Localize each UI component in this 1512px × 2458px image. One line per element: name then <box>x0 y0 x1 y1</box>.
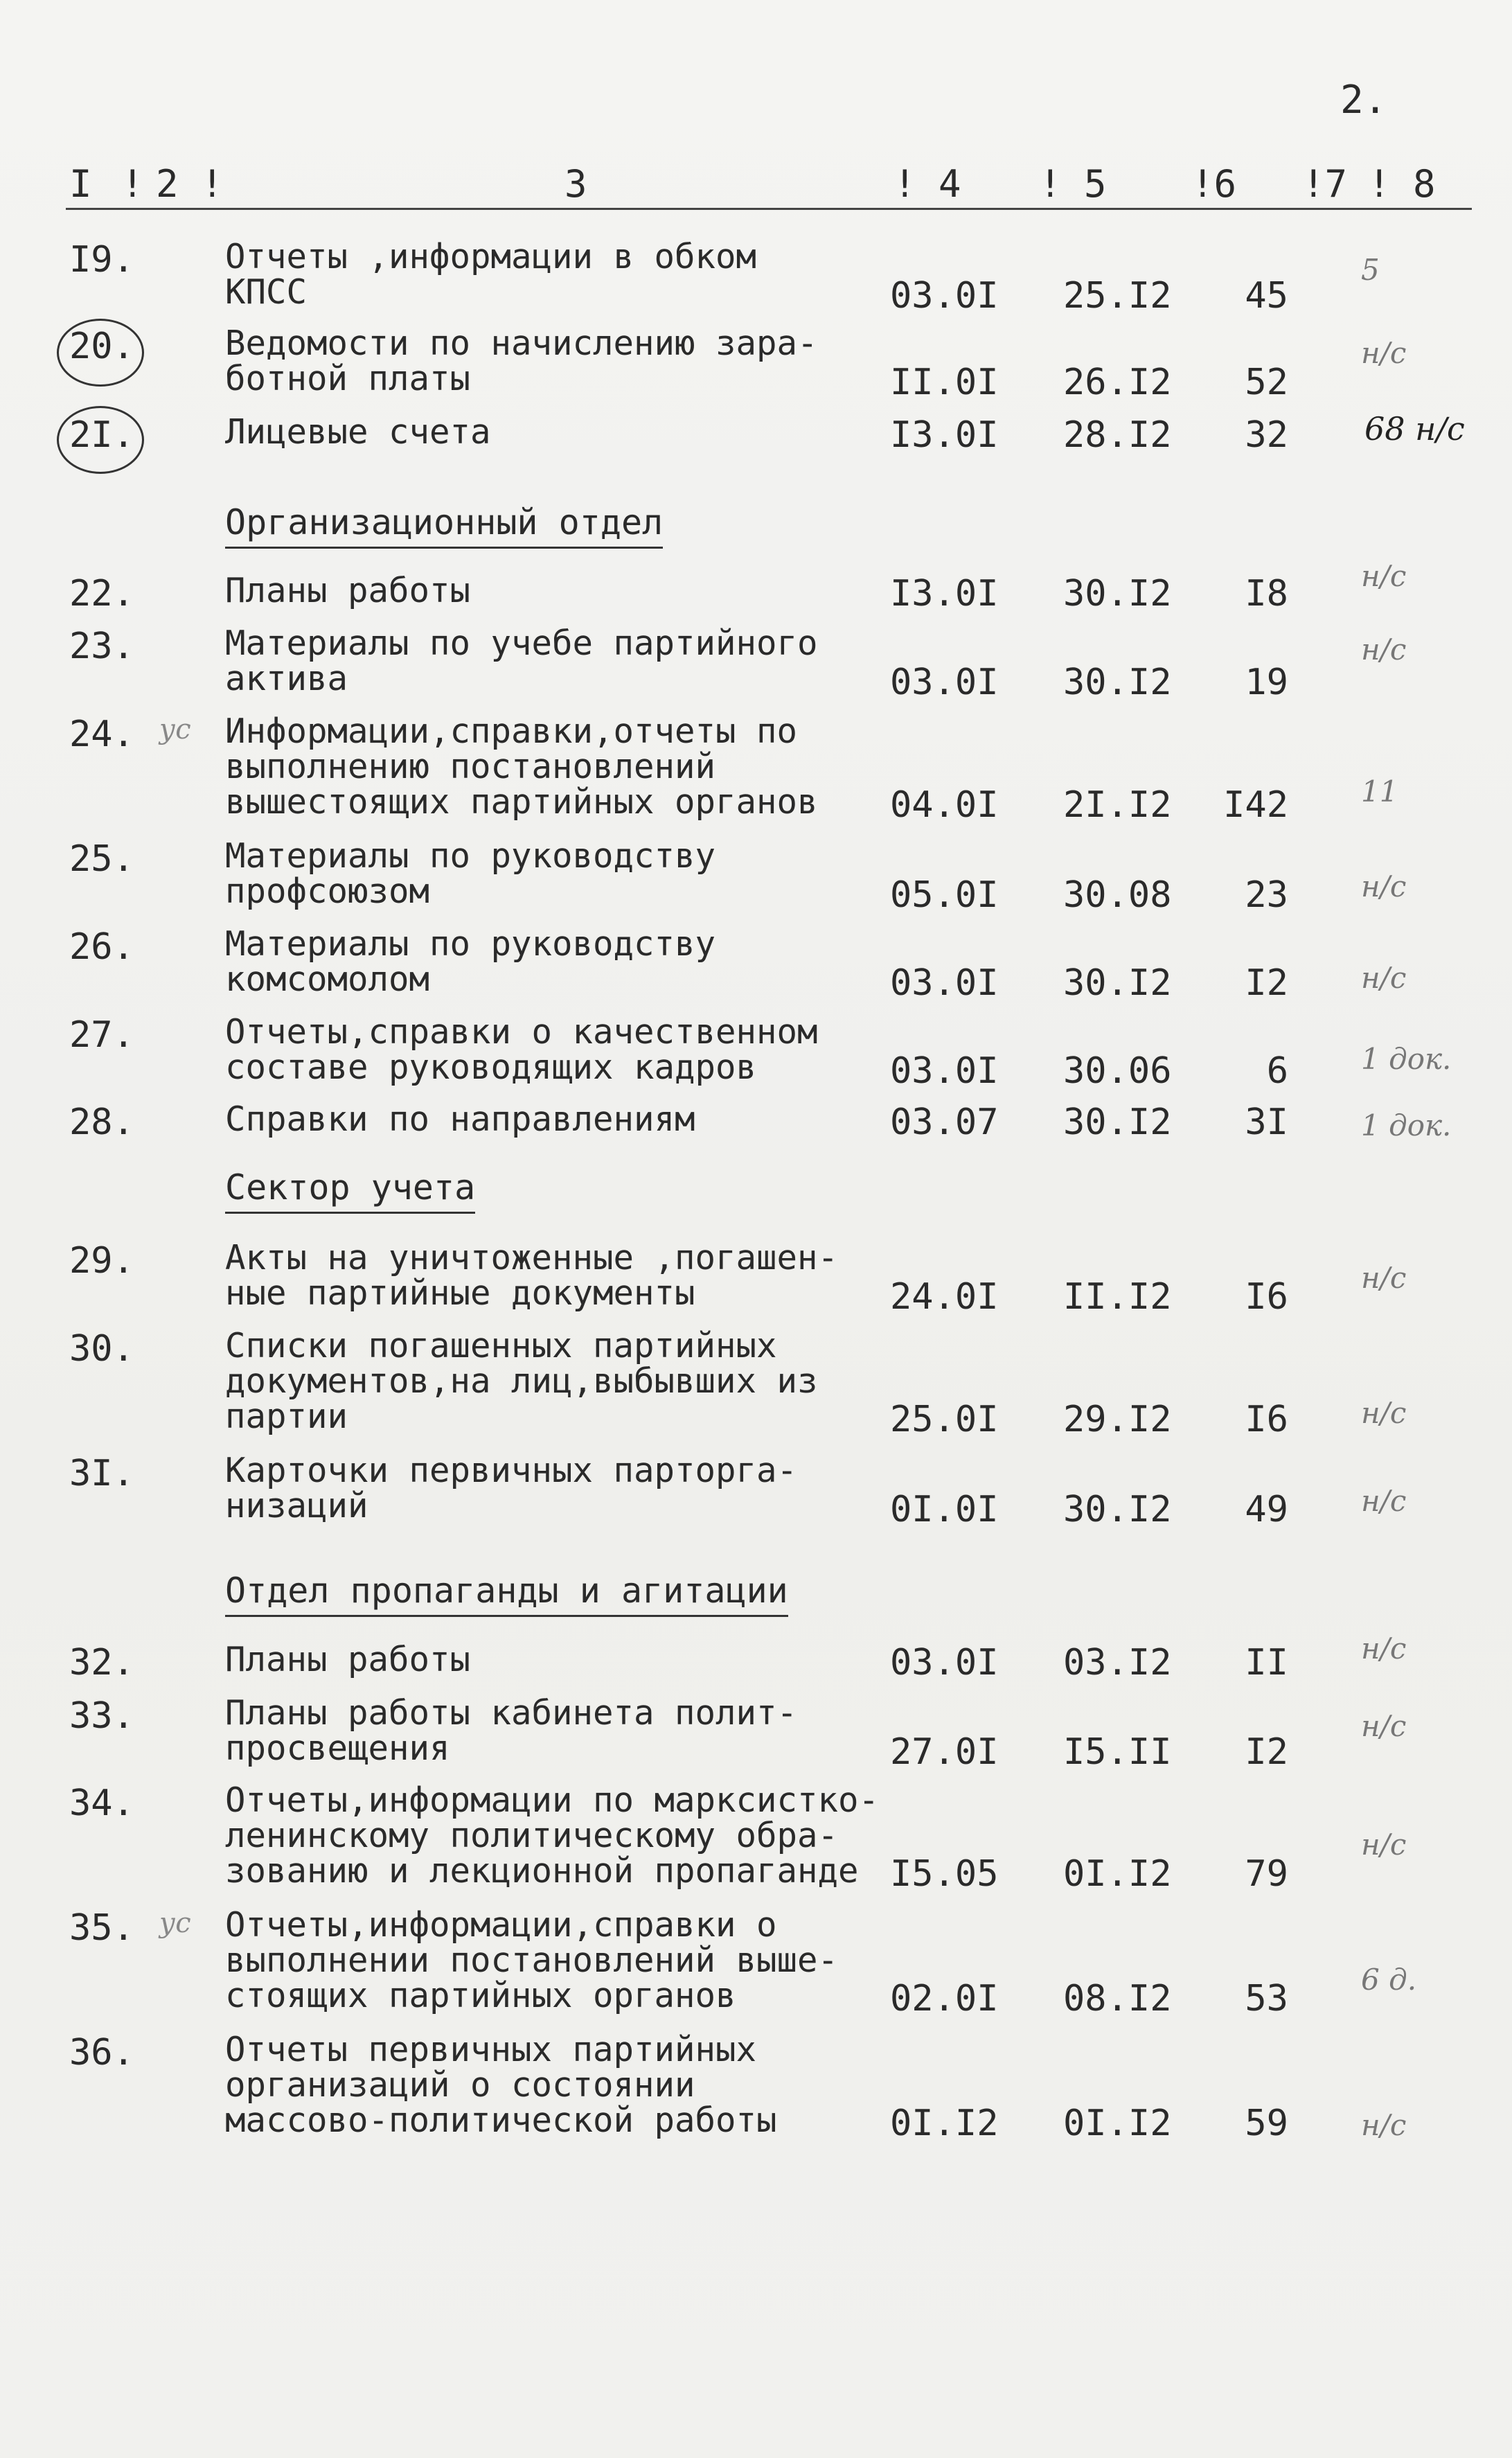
header-col-7: !7 <box>1302 162 1348 206</box>
header-col-4: ! 4 <box>893 162 961 206</box>
start-date: 0I.0I <box>890 1489 999 1530</box>
end-date: 30.I2 <box>1063 1102 1172 1143</box>
sheet-count: I8 <box>1245 573 1288 614</box>
item-title: Информации,справки,отчеты по выполнению постановлений вышестоящих партийных органов <box>225 711 818 822</box>
item-number: 3I. <box>69 1453 134 1494</box>
item-number: 22. <box>69 573 134 614</box>
start-date: 27.0I <box>890 1731 999 1773</box>
sheet-count: I2 <box>1245 962 1288 1004</box>
start-date: 05.0I <box>890 874 999 916</box>
end-date: 0I.I2 <box>1063 2103 1172 2144</box>
handwritten-note: 1 док. <box>1361 1108 1452 1142</box>
item-number: 27. <box>69 1014 134 1056</box>
item-number: 29. <box>69 1240 134 1282</box>
sheet-count: 32 <box>1245 414 1288 456</box>
item-title: Акты на уничтоженные ,погашен- ные партийные документы <box>225 1238 839 1313</box>
handwritten-note: н/с <box>1361 2108 1407 2142</box>
end-date: I5.II <box>1063 1731 1172 1773</box>
header-sep: ! <box>201 162 224 206</box>
header-col-6: !6 <box>1191 162 1237 206</box>
sheet-count: I6 <box>1245 1399 1288 1440</box>
start-date: 03.07 <box>890 1102 999 1143</box>
item-number: 28. <box>69 1102 134 1143</box>
item-title: Отчеты,информации,справки о выполнении постановлений выше- стоящих партийных органов <box>225 1905 839 2015</box>
start-date: 03.0I <box>890 275 999 317</box>
end-date: 30.I2 <box>1063 662 1172 703</box>
sheet-count: 59 <box>1245 2103 1288 2144</box>
item-title: Ведомости по начислению зара- ботной платы <box>225 324 818 398</box>
end-date: 28.I2 <box>1063 414 1172 456</box>
handwritten-mark: ус <box>159 714 191 745</box>
handwritten-note: н/с <box>1361 1709 1407 1743</box>
item-title: Материалы по руководству комсомолом <box>225 924 716 999</box>
header-col-2: 2 <box>156 162 179 206</box>
handwritten-note: н/с <box>1361 1632 1407 1665</box>
sheet-count: I42 <box>1223 784 1288 826</box>
item-number: 35. <box>69 1907 134 1949</box>
sheet-count: 3I <box>1245 1102 1288 1143</box>
item-title: Карточки первичных парторга- низаций <box>225 1451 798 1526</box>
section-heading: Отдел пропаганды и агитации <box>225 1571 788 1617</box>
item-number: 25. <box>69 838 134 880</box>
item-title: Справки по направлениям <box>225 1099 695 1139</box>
start-date: I3.0I <box>890 573 999 614</box>
end-date: 08.I2 <box>1063 1978 1172 2019</box>
sheet-count: 53 <box>1245 1978 1288 2019</box>
sheet-count: 23 <box>1245 874 1288 916</box>
sheet-count: I2 <box>1245 1731 1288 1773</box>
start-date: 03.0I <box>890 662 999 703</box>
end-date: 30.06 <box>1063 1050 1172 1092</box>
sheet-count: 52 <box>1245 362 1288 403</box>
handwritten-note: н/с <box>1361 961 1407 995</box>
sheet-count: I6 <box>1245 1276 1288 1318</box>
handwritten-note: н/с <box>1361 1396 1407 1430</box>
item-title: Отчеты ,информации в обком КПСС <box>225 237 757 312</box>
item-title: Отчеты,справки о качественном составе руководящих кадров <box>225 1012 818 1087</box>
item-number: 23. <box>69 626 134 667</box>
start-date: 03.0I <box>890 1642 999 1683</box>
end-date: 2I.I2 <box>1063 784 1172 826</box>
handwritten-note: н/с <box>1361 869 1407 903</box>
handwritten-note: н/с <box>1361 559 1407 593</box>
handwritten-note: н/с <box>1361 633 1407 666</box>
end-date: 0I.I2 <box>1063 1853 1172 1895</box>
sheet-count: II <box>1245 1642 1288 1683</box>
item-number: 33. <box>69 1695 134 1737</box>
end-date: 30.08 <box>1063 874 1172 916</box>
item-title: Отчеты первичных партийных организаций о состоянии массово-политической работы <box>225 2030 777 2140</box>
header-col-8: ! 8 <box>1368 162 1436 206</box>
item-title: Планы работы <box>225 1640 471 1679</box>
handwritten-note: 1 док. <box>1361 1042 1452 1076</box>
start-date: II.0I <box>890 362 999 403</box>
sheet-count: 49 <box>1245 1489 1288 1530</box>
end-date: 30.I2 <box>1063 962 1172 1004</box>
start-date: 03.0I <box>890 962 999 1004</box>
sheet-count: 45 <box>1245 275 1288 317</box>
header-col-5: ! 5 <box>1039 162 1107 206</box>
header-sep: ! <box>121 162 144 206</box>
end-date: 29.I2 <box>1063 1399 1172 1440</box>
sheet-count: 19 <box>1245 662 1288 703</box>
table-header <box>66 159 1472 210</box>
end-date: II.I2 <box>1063 1276 1172 1318</box>
sheet-count: 79 <box>1245 1853 1288 1895</box>
handwritten-note: н/с <box>1361 1828 1407 1862</box>
start-date: I3.0I <box>890 414 999 456</box>
item-title: Планы работы <box>225 571 471 610</box>
item-title: Материалы по учебе партийного актива <box>225 624 818 698</box>
start-date: 0I.I2 <box>890 2103 999 2144</box>
end-date: 03.I2 <box>1063 1642 1172 1683</box>
item-number: 32. <box>69 1642 134 1683</box>
handwritten-note: н/с <box>1361 336 1407 370</box>
header-col-3: 3 <box>564 162 587 206</box>
item-title: Списки погашенных партийных документов,на лиц,выбывших из партии <box>225 1326 818 1436</box>
item-title: Материалы по руководству профсоюзом <box>225 836 716 911</box>
start-date: 25.0I <box>890 1399 999 1440</box>
header-col-1: I <box>69 162 92 206</box>
item-number: 26. <box>69 926 134 968</box>
item-number: 36. <box>69 2032 134 2074</box>
item-title: Планы работы кабинета полит- просвещения <box>225 1693 798 1768</box>
page-number: 2. <box>1340 78 1387 123</box>
end-date: 26.I2 <box>1063 362 1172 403</box>
section-heading: Сектор учета <box>225 1167 475 1214</box>
handwritten-note: н/с <box>1361 1484 1407 1518</box>
handwritten-note: 11 <box>1361 775 1398 808</box>
item-number: 24. <box>69 714 134 755</box>
handwritten-note: н/с <box>1361 1261 1407 1295</box>
handwritten-note: 5 <box>1361 253 1380 287</box>
start-date: 02.0I <box>890 1978 999 2019</box>
item-title: Лицевые счета <box>225 412 491 452</box>
item-number: 30. <box>69 1328 134 1370</box>
item-number: 20. <box>69 326 134 367</box>
end-date: 30.I2 <box>1063 1489 1172 1530</box>
item-number: 34. <box>69 1783 134 1824</box>
item-number: I9. <box>69 239 134 281</box>
handwritten-note: 68 н/с <box>1364 410 1465 448</box>
item-number: 2I. <box>69 414 134 456</box>
handwritten-mark: ус <box>159 1907 191 1939</box>
end-date: 25.I2 <box>1063 275 1172 317</box>
item-title: Отчеты,информации по марксистко- ленинскому политическому обра- зованию и лекционной пропаганде <box>225 1780 880 1891</box>
start-date: 03.0I <box>890 1050 999 1092</box>
section-heading: Организационный отдел <box>225 502 663 549</box>
end-date: 30.I2 <box>1063 573 1172 614</box>
handwritten-note: 6 д. <box>1361 1963 1417 1997</box>
start-date: I5.05 <box>890 1853 999 1895</box>
start-date: 24.0I <box>890 1276 999 1318</box>
sheet-count: 6 <box>1266 1050 1288 1092</box>
start-date: 04.0I <box>890 784 999 826</box>
